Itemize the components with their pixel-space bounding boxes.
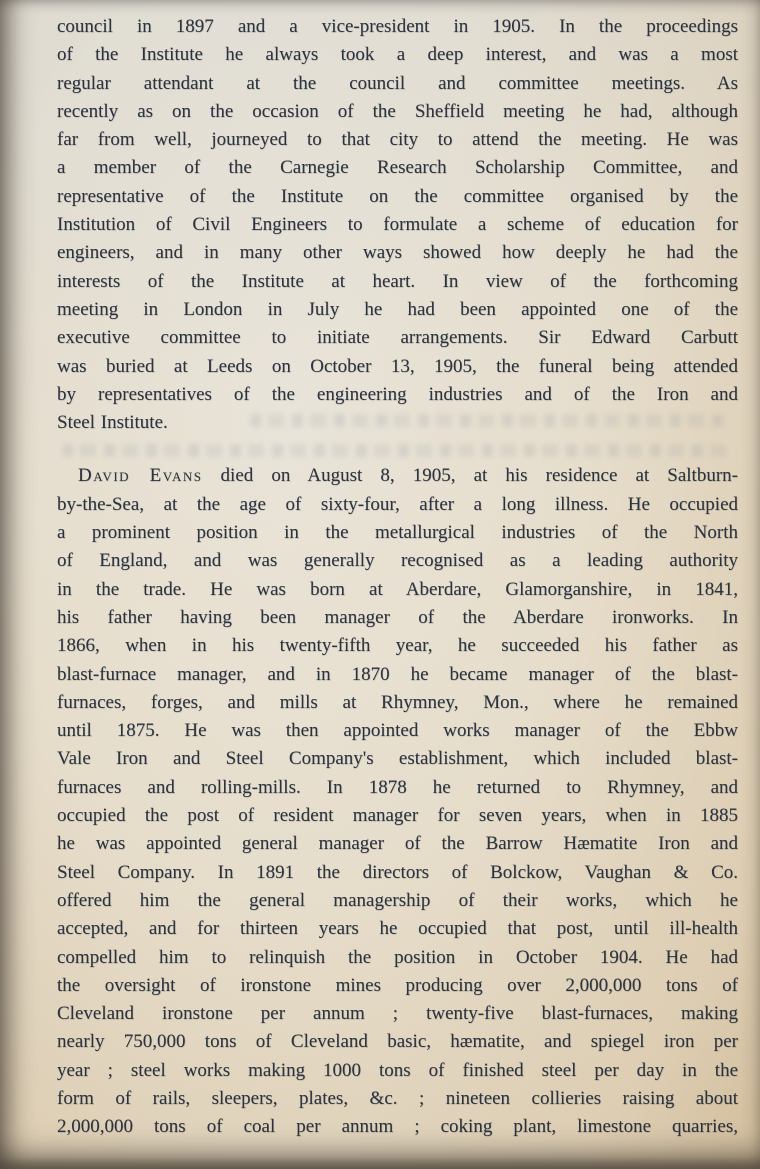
text-line: Institution of Civil Engineers to formulate a scheme of education for bbox=[57, 214, 738, 236]
text-line: Vale Iron and Steel Company's establishment, which included blast- bbox=[57, 748, 738, 770]
text-line: form of rails, sleepers, plates, &c. ; nineteen collieries raising about bbox=[57, 1087, 738, 1109]
text-line: he was appointed general manager of the Barrow Hæmatite Iron and bbox=[57, 833, 738, 855]
text-line: engineers, and in many other ways showed how deeply he had the bbox=[57, 242, 738, 264]
david-evans-obituary bbox=[57, 462, 738, 1141]
text-line: executive committee to initiate arrangements. Sir Edward Carbutt bbox=[57, 327, 738, 349]
text-line: council in 1897 and a vice-president in 1905. In the proceedings bbox=[57, 16, 738, 37]
text-line: his father having been manager of the Aberdare ironworks. In bbox=[57, 606, 738, 628]
text-line: of the Institute he always took a deep interest, and was a most bbox=[57, 44, 738, 66]
carbutt-obituary-continuation bbox=[57, 13, 738, 437]
text-line: was buried at Leeds on October 13, 1905, the funeral being attended bbox=[57, 355, 738, 377]
text-line: furnaces and rolling-mills. In 1878 he returned to Rhymney, and bbox=[57, 776, 738, 798]
text-line: year ; steel works making 1000 tons of finished steel per day in the bbox=[57, 1059, 738, 1081]
text-line: furnaces, forges, and mills at Rhymney, Mon., where he remained bbox=[57, 691, 738, 713]
text-line: 2,000,000 tons of coal per annum ; coking plant, limestone quarries, bbox=[57, 1116, 738, 1138]
text-line: compelled him to relinquish the position in October 1904. He had bbox=[57, 946, 738, 968]
text-line: recently as on the occasion of the Sheffield meeting he had, although bbox=[57, 100, 738, 122]
person-name-small-caps: David Evans bbox=[78, 465, 203, 487]
text-line: occupied the post of resident manager for seven years, when in 1885 bbox=[57, 805, 738, 827]
text-line: by representatives of the engineering industries and of the Iron and bbox=[57, 383, 738, 405]
text-line: accepted, and for thirteen years he occupied that post, until ill-health bbox=[57, 918, 738, 940]
text-line: meeting in London in July he had been appointed one of the bbox=[57, 298, 738, 320]
text-line: of England, and was generally recognised as a leading authority bbox=[57, 550, 738, 572]
text-line: far from well, journeyed to that city to attend the meeting. He was bbox=[57, 129, 738, 151]
text-line: a prominent position in the metallurgical industries of the North bbox=[57, 522, 738, 544]
text-line: David Evans died on August 8, 1905, at his residence at Saltburn- bbox=[78, 465, 738, 487]
text-line: a member of the Carnegie Research Scholarship Committee, and bbox=[57, 157, 738, 179]
text-line: offered him the general managership of their works, which he bbox=[57, 889, 738, 911]
obituary-text-block bbox=[57, 13, 738, 1142]
text-line: representative of the Institute on the committee organised by the bbox=[57, 185, 738, 207]
text-line: the oversight of ironstone mines producing over 2,000,000 tons of bbox=[57, 974, 738, 996]
text-line: in the trade. He was born at Aberdare, Glamorganshire, in 1841, bbox=[57, 578, 738, 600]
text-line: Cleveland ironstone per annum ; twenty-five blast-furnaces, making bbox=[57, 1003, 738, 1025]
text-line: Steel Institute. bbox=[57, 412, 168, 434]
text-line: Steel Company. In 1891 the directors of Bolckow, Vaughan & Co. bbox=[57, 861, 738, 883]
text-line: nearly 750,000 tons of Cleveland basic, hæmatite, and spiegel iron per bbox=[57, 1031, 738, 1053]
text-line: 1866, when in his twenty-fifth year, he succeeded his father as bbox=[57, 635, 738, 657]
text-line: until 1875. He was then appointed works manager of the Ebbw bbox=[57, 720, 738, 742]
text-line: regular attendant at the council and committee meetings. As bbox=[57, 72, 738, 94]
text-line: blast-furnace manager, and in 1870 he became manager of the blast- bbox=[57, 663, 738, 685]
text-line: by-the-Sea, at the age of sixty-four, after a long illness. He occupied bbox=[57, 493, 738, 515]
text-line: interests of the Institute at heart. In view of the forthcoming bbox=[57, 270, 738, 292]
